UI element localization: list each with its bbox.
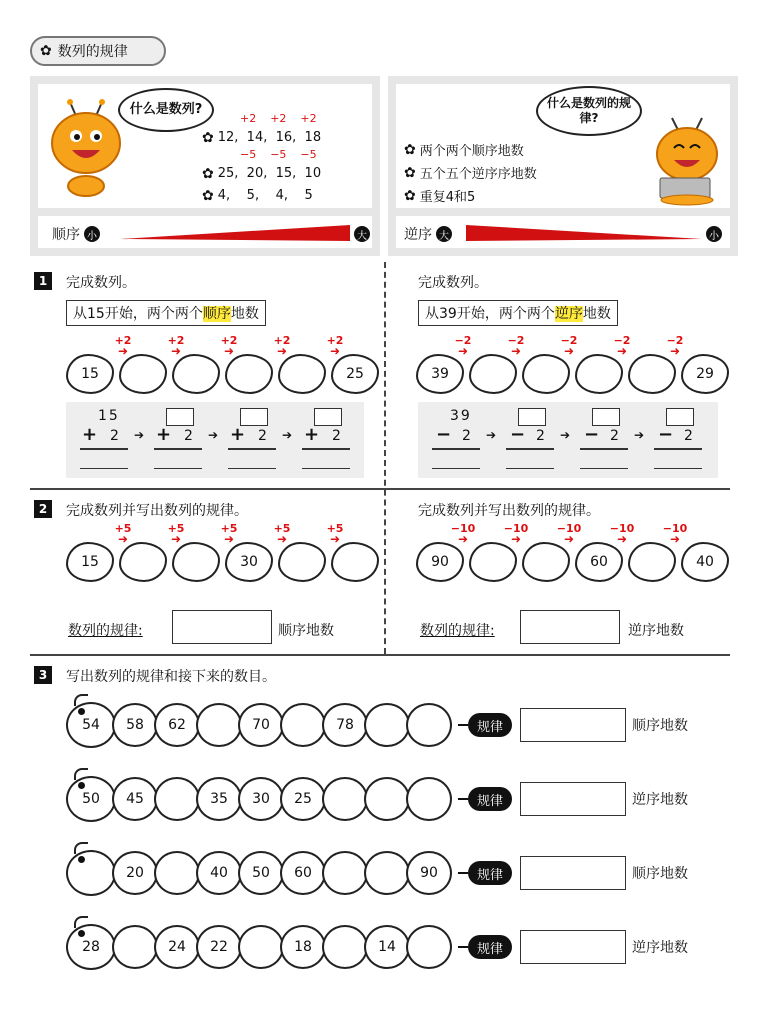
rule-tag: 规律: [468, 713, 512, 737]
intro-panel-right: [388, 76, 738, 256]
step-label: −10 ➜: [609, 522, 635, 546]
step-label: +5 ➜: [167, 522, 185, 546]
caterpillar-segment[interactable]: [196, 703, 242, 747]
number-cloud[interactable]: [172, 542, 220, 582]
caterpillar-head[interactable]: 50: [66, 776, 116, 822]
number-cloud[interactable]: [469, 354, 517, 394]
rule-answer-box[interactable]: [520, 930, 626, 964]
caterpillar-body: [66, 702, 452, 748]
section-divider-2: [30, 654, 730, 656]
caterpillar-segment[interactable]: 58: [112, 703, 158, 747]
rule-label: 数列的规律:: [68, 623, 143, 639]
arrow-icon: ➔: [134, 428, 145, 442]
caterpillar-segment[interactable]: [364, 703, 410, 747]
arrow-icon: ➜: [223, 344, 235, 358]
rule-example-3: ✿ 重复4和5: [404, 187, 476, 205]
antenna-icon: [74, 768, 88, 780]
number-cloud[interactable]: [225, 354, 273, 394]
caterpillar-segment[interactable]: [322, 777, 368, 821]
rule-examples-list: [404, 140, 537, 205]
answer-line[interactable]: [654, 468, 702, 469]
caterpillar-body: [66, 924, 452, 970]
caterpillar-segment[interactable]: [154, 777, 200, 821]
number-cloud[interactable]: 15: [66, 542, 114, 582]
step-label: −10 ➜: [450, 522, 476, 546]
question-number: 3: [34, 666, 52, 684]
number-cloud[interactable]: 29: [681, 354, 729, 394]
number-cloud[interactable]: [575, 354, 623, 394]
number-cloud[interactable]: [628, 542, 676, 582]
arrow-icon: ➜: [117, 344, 129, 358]
calc-operator: −: [436, 424, 452, 445]
example-sequence-3: ✿ 4, 5, 4, 5: [202, 187, 313, 204]
caterpillar-segment[interactable]: [364, 777, 410, 821]
number-cloud[interactable]: [119, 542, 167, 582]
rule-answer-box[interactable]: [172, 610, 272, 644]
number-cloud-row: [416, 354, 729, 394]
calc-start-number: 15: [98, 408, 120, 424]
small-marker: 小: [706, 226, 722, 242]
large-marker: 大: [354, 226, 370, 242]
column-divider: [384, 262, 386, 654]
arrow-icon: ➜: [170, 532, 182, 546]
caterpillar-row: [66, 924, 688, 970]
step-label: −10 ➜: [503, 522, 529, 546]
caterpillar-segment[interactable]: 22: [196, 925, 242, 969]
rule-suffix: 顺序地数: [632, 718, 688, 734]
flower-bullet-icon: ✿: [202, 129, 214, 146]
arrow-icon: ➜: [510, 532, 522, 546]
calc-subtrahend: 2: [462, 428, 473, 444]
rule-tag: 规律: [468, 935, 512, 959]
example-sequence-2: ✿ 25, 20, 15, 10: [202, 165, 322, 182]
arrow-icon: ➜: [276, 344, 288, 358]
caterpillar-segment[interactable]: 50: [238, 851, 284, 895]
arrow-icon: ➜: [117, 532, 129, 546]
number-cloud[interactable]: [331, 542, 379, 582]
arrow-icon: ➔: [208, 428, 219, 442]
caterpillar-segment[interactable]: 18: [280, 925, 326, 969]
caterpillar-segment[interactable]: 78: [322, 703, 368, 747]
number-cloud[interactable]: 15: [66, 354, 114, 394]
rule-suffix: 逆序地数: [632, 940, 688, 956]
arrow-icon: ➜: [223, 532, 235, 546]
caterpillar-segment[interactable]: [322, 851, 368, 895]
section-title-tab: [30, 36, 166, 66]
caterpillar-segment[interactable]: 40: [196, 851, 242, 895]
example-diffs-1: +2 +2 +2: [240, 112, 317, 125]
number-cloud[interactable]: [172, 354, 220, 394]
instruction-box: 从39开始，两个两个逆序地数: [418, 300, 618, 326]
rule-answer-box[interactable]: [520, 610, 620, 644]
number-cloud[interactable]: 30: [225, 542, 273, 582]
rule-answer-box[interactable]: [520, 856, 626, 890]
question-number: 1: [34, 272, 52, 290]
flower-bullet-icon: ✿: [404, 187, 416, 204]
rule-suffix: 顺序地数: [632, 866, 688, 882]
step-label: −2 ➜: [560, 334, 578, 358]
caterpillar-segment[interactable]: [364, 851, 410, 895]
step-label: −2 ➜: [454, 334, 472, 358]
instruction-box: 从15开始，两个两个顺序地数: [66, 300, 266, 326]
number-cloud[interactable]: [278, 542, 326, 582]
question-prompt: 完成数列。: [418, 275, 488, 291]
antenna-icon: [74, 916, 88, 928]
caterpillar-segment[interactable]: 90: [406, 851, 452, 895]
speech-bubble-right: 什么是数列的规律?: [536, 86, 642, 136]
caterpillar-segment[interactable]: [280, 703, 326, 747]
step-label: −2 ➜: [507, 334, 525, 358]
caterpillar-body: [66, 776, 452, 822]
rule-example-2: ✿ 五个五个逆序序地数: [404, 164, 537, 182]
ascending-bar-label: 顺序 小: [52, 224, 100, 244]
arrow-icon: ➜: [329, 344, 341, 358]
caterpillar-row: [66, 776, 688, 822]
answer-line[interactable]: [506, 468, 554, 469]
column-addition-panel: 15 + 2 ➔ + 2 ➔ + 2 ➔ + 2: [66, 402, 364, 478]
question-prompt: 完成数列并写出数列的规律。: [418, 503, 600, 519]
eye-icon: [78, 856, 85, 863]
caterpillar-segment[interactable]: 62: [154, 703, 200, 747]
number-cloud[interactable]: 40: [681, 542, 729, 582]
question-prompt: 完成数列并写出数列的规律。: [66, 503, 248, 519]
speech-bubble-left: 什么是数列?: [118, 88, 214, 132]
arrow-icon: ➜: [276, 532, 288, 546]
step-label: +2 ➜: [326, 334, 344, 358]
rule-suffix: 逆序地数: [628, 623, 684, 639]
number-cloud[interactable]: [628, 354, 676, 394]
rule-example-1: ✿ 两个两个顺序地数: [404, 141, 524, 159]
number-cloud-row: [66, 542, 379, 582]
rule-answer-box[interactable]: [520, 782, 626, 816]
descending-wedge: [466, 224, 702, 242]
caterpillar-head[interactable]: [66, 850, 116, 896]
mascot-laptop-icon: [650, 116, 726, 206]
antenna-icon: [74, 842, 88, 854]
step-label: +2 ➜: [273, 334, 291, 358]
caterpillar-segment[interactable]: 24: [154, 925, 200, 969]
number-cloud[interactable]: [522, 542, 570, 582]
eye-icon: [78, 782, 85, 789]
question-prompt: 写出数列的规律和接下来的数目。: [66, 669, 276, 685]
section-divider-1: [30, 488, 730, 490]
rule-suffix: 逆序地数: [632, 792, 688, 808]
step-label: +2 ➜: [114, 334, 132, 358]
calc-start-number: 39: [450, 408, 472, 424]
step-label: +5 ➜: [114, 522, 132, 546]
arrow-icon: ➔: [282, 428, 293, 442]
caterpillar-segment[interactable]: [154, 851, 200, 895]
arrow-icon: ➜: [563, 344, 575, 358]
caterpillar-segment[interactable]: [406, 777, 452, 821]
answer-line[interactable]: [154, 468, 202, 469]
question-number: 2: [34, 500, 52, 518]
flower-bullet-icon: ✿: [404, 164, 416, 181]
arrow-icon: ➜: [170, 344, 182, 358]
answer-line[interactable]: [228, 468, 276, 469]
mascot-icon: [46, 98, 126, 198]
step-label: −10 ➜: [662, 522, 688, 546]
step-label: +2 ➜: [167, 334, 185, 358]
ascending-wedge: [120, 224, 350, 242]
calc-addend: 2: [110, 428, 121, 444]
caterpillar-segment[interactable]: [406, 925, 452, 969]
antenna-icon: [74, 694, 88, 706]
rule-suffix: 顺序地数: [278, 623, 334, 639]
flower-bullet-icon: ✿: [202, 187, 214, 204]
caterpillar-segment[interactable]: 14: [364, 925, 410, 969]
step-label: +2 ➜: [220, 334, 238, 358]
caterpillar-head[interactable]: 28: [66, 924, 116, 970]
rule-tag: 规律: [468, 861, 512, 885]
caterpillar-segment[interactable]: [406, 703, 452, 747]
number-cloud[interactable]: 25: [331, 354, 379, 394]
number-cloud-row: [416, 542, 729, 582]
descending-bar-label: 逆序 大: [404, 224, 452, 244]
number-cloud[interactable]: [469, 542, 517, 582]
caterpillar-segment[interactable]: 45: [112, 777, 158, 821]
arrow-icon: ➜: [669, 344, 681, 358]
arrow-icon: ➜: [457, 344, 469, 358]
caterpillar-segment[interactable]: [112, 925, 158, 969]
step-label: −10 ➜: [556, 522, 582, 546]
answer-line[interactable]: [80, 468, 128, 469]
column-subtraction-panel: 39 − 2 ➔ − 2 ➔ − 2 ➔ − 2: [418, 402, 718, 478]
caterpillar-row: [66, 702, 688, 748]
arrow-icon: ➜: [669, 532, 681, 546]
step-label: −2 ➜: [613, 334, 631, 358]
intro-panel-left: [30, 76, 380, 256]
rule-answer-box[interactable]: [520, 708, 626, 742]
caterpillar-segment[interactable]: 20: [112, 851, 158, 895]
number-cloud[interactable]: [119, 354, 167, 394]
step-label: +5 ➜: [273, 522, 291, 546]
arrow-icon: ➜: [457, 532, 469, 546]
small-marker: 小: [84, 226, 100, 242]
number-cloud-row: [66, 354, 379, 394]
arrow-icon: ➔: [486, 428, 497, 442]
large-marker: 大: [436, 226, 452, 242]
caterpillar-segment[interactable]: 25: [280, 777, 326, 821]
arrow-icon: ➜: [616, 344, 628, 358]
example-diffs-2: −5 −5 −5: [240, 148, 317, 161]
arrow-icon: ➜: [329, 532, 341, 546]
rule-tag: 规律: [468, 787, 512, 811]
number-cloud[interactable]: [522, 354, 570, 394]
arrow-icon: ➜: [510, 344, 522, 358]
caterpillar-row: [66, 850, 688, 896]
caterpillar-segment[interactable]: [238, 925, 284, 969]
page-title: 数列的规律: [57, 44, 128, 60]
flower-icon: ✿: [40, 43, 52, 59]
caterpillar-segment[interactable]: [322, 925, 368, 969]
caterpillar-head[interactable]: 54: [66, 702, 116, 748]
arrow-icon: ➔: [560, 428, 571, 442]
answer-line[interactable]: [580, 468, 628, 469]
step-label: −2 ➜: [666, 334, 684, 358]
example-sequence-1: ✿ 12, 14, 16, 18: [202, 129, 322, 146]
arrow-icon: ➜: [563, 532, 575, 546]
answer-line[interactable]: [432, 468, 480, 469]
caterpillar-body: [66, 850, 452, 896]
flower-bullet-icon: ✿: [202, 165, 214, 182]
number-cloud[interactable]: 60: [575, 542, 623, 582]
caterpillar-segment[interactable]: 60: [280, 851, 326, 895]
eye-icon: [78, 708, 85, 715]
flower-bullet-icon: ✿: [404, 141, 416, 158]
rule-label: 数列的规律:: [420, 623, 495, 639]
eye-icon: [78, 930, 85, 937]
caterpillar-segment[interactable]: 35: [196, 777, 242, 821]
number-cloud[interactable]: [278, 354, 326, 394]
arrow-icon: ➔: [634, 428, 645, 442]
step-label: +5 ➜: [220, 522, 238, 546]
number-cloud[interactable]: 90: [416, 542, 464, 582]
arrow-icon: ➜: [616, 532, 628, 546]
caterpillar-segment[interactable]: 30: [238, 777, 284, 821]
number-cloud[interactable]: 39: [416, 354, 464, 394]
caterpillar-segment[interactable]: 70: [238, 703, 284, 747]
question-prompt: 完成数列。: [66, 275, 136, 291]
answer-line[interactable]: [302, 468, 350, 469]
calc-operator: +: [82, 424, 98, 445]
step-label: +5 ➜: [326, 522, 344, 546]
